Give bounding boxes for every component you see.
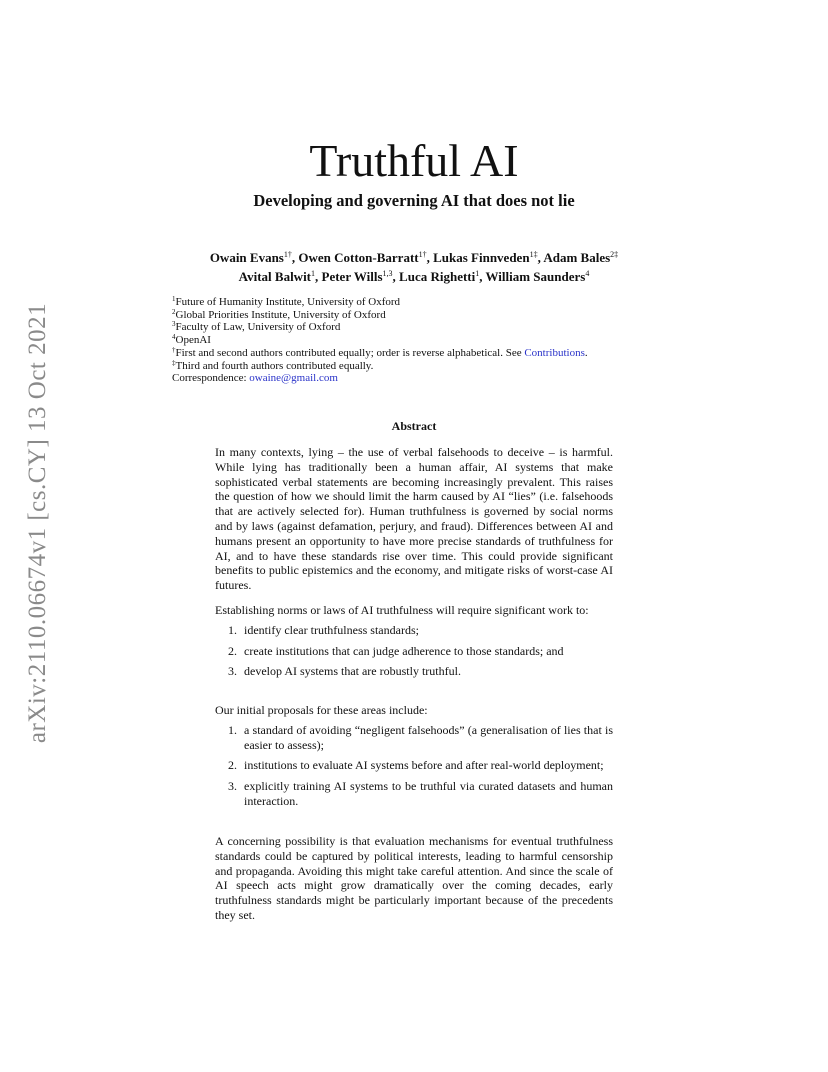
list-number: 3. [228, 664, 237, 679]
correspondence-email-link[interactable]: owaine@gmail.com [249, 372, 338, 385]
list-text: explicitly training AI systems to be truthful via curated datasets and human interaction. [244, 779, 613, 808]
author-name: William Saunders [485, 269, 586, 284]
author-name: Owen Cotton-Barratt [298, 250, 419, 265]
author-marks: 1† [283, 250, 292, 259]
list-text: institutions to evaluate AI systems before and after real-world deployment; [244, 758, 604, 773]
list-text: create institutions that can judge adherence to those standards; and [244, 643, 564, 658]
affiliation-mark: ‡ [172, 358, 176, 367]
correspondence-line [172, 372, 588, 385]
contributions-link[interactable]: Contributions [524, 346, 585, 359]
paper-title: Truthful AI [309, 135, 519, 186]
author-name: Luca Righetti [399, 269, 476, 284]
list-item [215, 779, 613, 809]
author-line-1: Owain Evans$^{1\dagger}$, Owen Cotton-Barratt$^{1\dagger}$, Lukas Finnveden$^{1\ddagger}$, Adam Bales$^{2\ddagger}$ [209, 250, 619, 265]
list-item [215, 758, 613, 773]
abstract-paragraph-1 [215, 445, 613, 593]
abstract-paragraph-2 [215, 603, 613, 685]
list-number: 1. [228, 622, 237, 637]
affiliation-mark: 1 [172, 295, 176, 303]
correspondence-label: Correspondence: [172, 372, 250, 385]
abstract-text: Establishing norms or laws of AI truthfulness will require significant work to: [215, 603, 589, 617]
list-item [215, 723, 613, 753]
abstract-paragraph-4 [215, 834, 613, 923]
author-marks: 1,3 [382, 269, 393, 278]
abstract-text: Our initial proposals for these areas include: [215, 703, 428, 717]
affiliation-mark: † [172, 345, 176, 354]
affiliation-line [172, 309, 588, 322]
author-name: Owain Evans [209, 250, 284, 265]
affiliation-mark: 3 [172, 320, 176, 329]
paper-subtitle: Developing and governing AI that does not lie [253, 191, 575, 210]
abstract-text: A concerning possibility is that evaluation mechanisms for eventual truthfulness standards could be captured by political interests, leading to harmful censorship and propaganda. Avoiding this might take careful attention. And since the scale of AI speech acts might grow dramatically over the coming decades, early truthfulness standards might be particularly important because of the precedents they set. [215, 834, 613, 922]
affiliation-text: First and second authors contributed equally; order is reverse alphabetical. See [175, 346, 525, 359]
abstract-text: In many contexts, lying – the use of verbal falsehoods to deceive – is harmful. While lying has traditionally been a human affair, AI systems that make sophisticated verbal statements are becoming increasingly prevalent. This raises the question of how we should limit the harm caused by AI “lies” (i.e. falsehoods that are actively selected for). Human truthfulness is governed by social norms and by laws (against defamation, perjury, and fraud). Differences between AI and humans present an opportunity to have more precise standards of truthfulness for AI, and to have these standards rise over time. This could provide significant benefits to public epistemics and the economy, and mitigate risks of worst-case AI futures. [215, 445, 613, 593]
author-marks: 1‡ [529, 250, 538, 259]
list-number: 3. [228, 779, 237, 794]
abstract-heading: Abstract [391, 419, 437, 433]
contribution-note [172, 360, 588, 373]
affiliation-mark: 2 [172, 307, 176, 316]
list-item [215, 644, 613, 659]
author-marks: 2‡ [610, 250, 619, 259]
list-number: 2. [228, 643, 237, 658]
contribution-note [172, 347, 588, 360]
abstract-paragraph-3 [215, 703, 613, 815]
affiliations-block [172, 296, 588, 385]
affiliation-text: Future of Humanity Institute, University of Oxford [175, 296, 401, 308]
affiliation-text: OpenAI [175, 334, 211, 347]
proposals-list [215, 723, 613, 809]
affiliation-mark: 4 [172, 333, 176, 342]
work-list [215, 623, 613, 679]
affiliation-text: Third and fourth authors contributed equally. [175, 359, 374, 372]
affiliation-line [172, 334, 588, 347]
author-name: Adam Bales [543, 250, 611, 265]
list-number: 2. [228, 758, 237, 773]
affiliation-text: Global Priorities Institute, University of Oxford [175, 308, 386, 321]
author-marks: 1 [311, 269, 316, 278]
note-period: . [584, 346, 588, 359]
affiliation-line [172, 321, 588, 334]
author-marks: 1 [475, 269, 480, 278]
author-marks: 1† [418, 250, 427, 259]
author-name: Lukas Finnveden [433, 250, 530, 265]
list-item [215, 664, 613, 679]
list-item [215, 623, 613, 638]
author-marks: 4 [585, 269, 590, 278]
list-number: 1. [228, 722, 237, 737]
list-text: develop AI systems that are robustly truthful. [244, 664, 461, 679]
affiliation-text: Faculty of Law, University of Oxford [175, 321, 341, 334]
author-name: Avital Balwit [238, 269, 312, 284]
affiliation-line [172, 296, 588, 309]
arxiv-identifier-stamp: arXiv:2110.06674v1 [cs.CY] 13 Oct 2021 [24, 302, 51, 744]
list-text: a standard of avoiding “negligent falsehoods” (a generalisation of lies that is easier to assess); [244, 722, 613, 752]
list-text: identify clear truthfulness standards; [244, 622, 419, 637]
author-line-2: Avital Balwit$^1$, Peter Wills$^{1,3}$, Luca Righetti$^1$, William Saunders$^4$ [238, 269, 590, 284]
author-name: Peter Wills [321, 269, 383, 284]
